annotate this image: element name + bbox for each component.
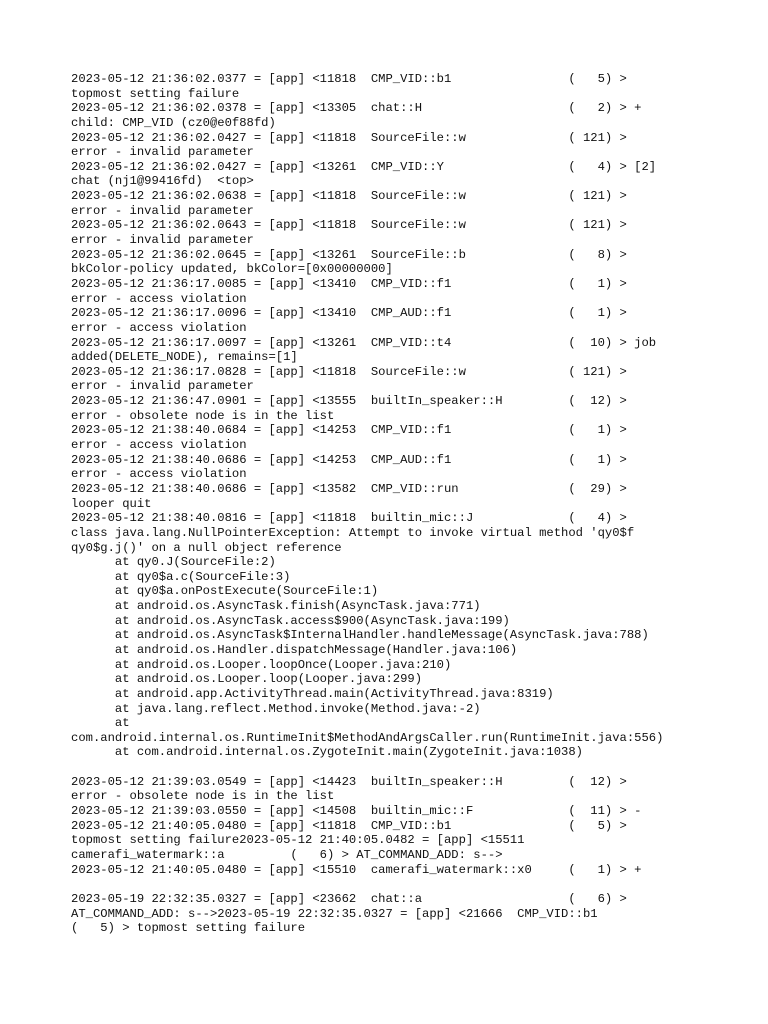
log-line: error - obsolete node is in the list [71, 408, 335, 423]
log-line: added(DELETE_NODE), remains=[1] [71, 350, 298, 365]
log-line: 2023-05-12 21:38:40.0816 = [app] <11818 builtin_mic::J ( 4) > [71, 511, 627, 526]
log-line: error - access violation [71, 320, 247, 335]
log-line: error - invalid parameter [71, 379, 254, 394]
log-line: 2023-05-12 21:36:02.0377 = [app] <11818 CMP_VID::b1 ( 5) > [71, 72, 627, 86]
log-line: error - invalid parameter [71, 233, 254, 248]
log-line: at com.android.internal.os.ZygoteInit.main(ZygoteInit.java:1038) [71, 745, 583, 760]
log-line: at android.os.AsyncTask.access$900(AsyncTask.java:199) [71, 613, 510, 628]
log-line: 2023-05-12 21:36:02.0378 = [app] <13305 chat::H ( 2) > + [71, 101, 642, 116]
log-line: 2023-05-19 22:32:35.0327 = [app] <23662 chat::a ( 6) > [71, 891, 627, 906]
log-blank-line [71, 760, 761, 775]
log-line: AT_COMMAND_ADD: s-->2023-05-19 22:32:35.0327 = [app] <21666 CMP_VID::b1 [71, 906, 598, 921]
log-line: camerafi_watermark::a ( 6) > AT_COMMAND_ADD: s--> [71, 847, 503, 862]
log-line: 2023-05-12 21:36:02.0427 = [app] <13261 CMP_VID::Y ( 4) > [2] [71, 159, 657, 174]
log-line: at android.os.AsyncTask.finish(AsyncTask.java:771) [71, 599, 481, 614]
log-line: 2023-05-12 21:36:02.0638 = [app] <11818 SourceFile::w ( 121) > [71, 189, 627, 204]
log-line: 2023-05-12 21:39:03.0550 = [app] <14508 builtin_mic::F ( 11) > - [71, 804, 642, 819]
log-document [71, 72, 761, 936]
log-line: 2023-05-12 21:38:40.0686 = [app] <14253 CMP_AUD::f1 ( 1) > [71, 452, 627, 467]
log-line: topmost setting failure [71, 86, 240, 101]
log-line: error - access violation [71, 467, 247, 482]
log-line: com.android.internal.os.RuntimeInit$MethodAndArgsCaller.run(RuntimeInit.java:556) [71, 730, 664, 745]
log-line: at android.app.ActivityThread.main(ActivityThread.java:8319) [71, 686, 554, 701]
log-line: at qy0.J(SourceFile:2) [71, 555, 276, 570]
log-line: 2023-05-12 21:36:17.0097 = [app] <13261 CMP_VID::t4 ( 10) > job [71, 335, 657, 350]
log-line: 2023-05-12 21:40:05.0480 = [app] <15510 camerafi_watermark::x0 ( 1) > + [71, 862, 642, 877]
log-line: 2023-05-12 21:38:40.0684 = [app] <14253 CMP_VID::f1 ( 1) > [71, 423, 627, 438]
log-line: error - invalid parameter [71, 145, 254, 160]
log-line: 2023-05-12 21:36:47.0901 = [app] <13555 builtIn_speaker::H ( 12) > [71, 394, 627, 409]
log-line: looper quit [71, 496, 152, 511]
log-line: class java.lang.NullPointerException: Attempt to invoke virtual method 'qy0$f [71, 525, 635, 540]
log-line: error - invalid parameter [71, 203, 254, 218]
log-line: child: CMP_VID (cz0@e0f88fd) [71, 115, 276, 130]
log-line: bkColor-policy updated, bkColor=[0x00000000] [71, 262, 393, 277]
log-line: 2023-05-12 21:40:05.0480 = [app] <11818 CMP_VID::b1 ( 5) > [71, 818, 627, 833]
log-line: error - obsolete node is in the list [71, 789, 335, 804]
log-line: at android.os.Handler.dispatchMessage(Handler.java:106) [71, 642, 518, 657]
log-line: error - access violation [71, 291, 247, 306]
log-line: at [71, 716, 130, 731]
log-line: at android.os.AsyncTask$InternalHandler.handleMessage(AsyncTask.java:788) [71, 628, 649, 643]
log-line: 2023-05-12 21:36:02.0643 = [app] <11818 SourceFile::w ( 121) > [71, 218, 627, 233]
log-line: chat (nj1@99416fd) <top> [71, 174, 254, 189]
log-line: at android.os.Looper.loopOnce(Looper.java:210) [71, 657, 452, 672]
log-line: 2023-05-12 21:36:02.0645 = [app] <13261 SourceFile::b ( 8) > [71, 247, 627, 262]
log-blank-line [71, 877, 761, 892]
log-line: 2023-05-12 21:36:17.0096 = [app] <13410 CMP_AUD::f1 ( 1) > [71, 306, 627, 321]
log-line: 2023-05-12 21:39:03.0549 = [app] <14423 builtIn_speaker::H ( 12) > [71, 774, 627, 789]
log-line: topmost setting failure2023-05-12 21:40:05.0482 = [app] <15511 [71, 833, 525, 848]
log-line: 2023-05-12 21:36:02.0427 = [app] <11818 SourceFile::w ( 121) > [71, 130, 627, 145]
log-line: at android.os.Looper.loop(Looper.java:299) [71, 672, 423, 687]
log-line: at java.lang.reflect.Method.invoke(Method.java:-2) [71, 701, 481, 716]
log-line: error - access violation [71, 438, 247, 453]
log-line: 2023-05-12 21:36:17.0085 = [app] <13410 CMP_VID::f1 ( 1) > [71, 276, 627, 291]
log-line: 2023-05-12 21:36:17.0828 = [app] <11818 SourceFile::w ( 121) > [71, 364, 627, 379]
log-line: ( 5) > topmost setting failure [71, 921, 306, 936]
log-line: at qy0$a.onPostExecute(SourceFile:1) [71, 584, 379, 599]
log-line: 2023-05-12 21:38:40.0686 = [app] <13582 CMP_VID::run ( 29) > [71, 481, 627, 496]
log-line: qy0$g.j()' on a null object reference [71, 540, 342, 555]
log-line: at qy0$a.c(SourceFile:3) [71, 569, 291, 584]
